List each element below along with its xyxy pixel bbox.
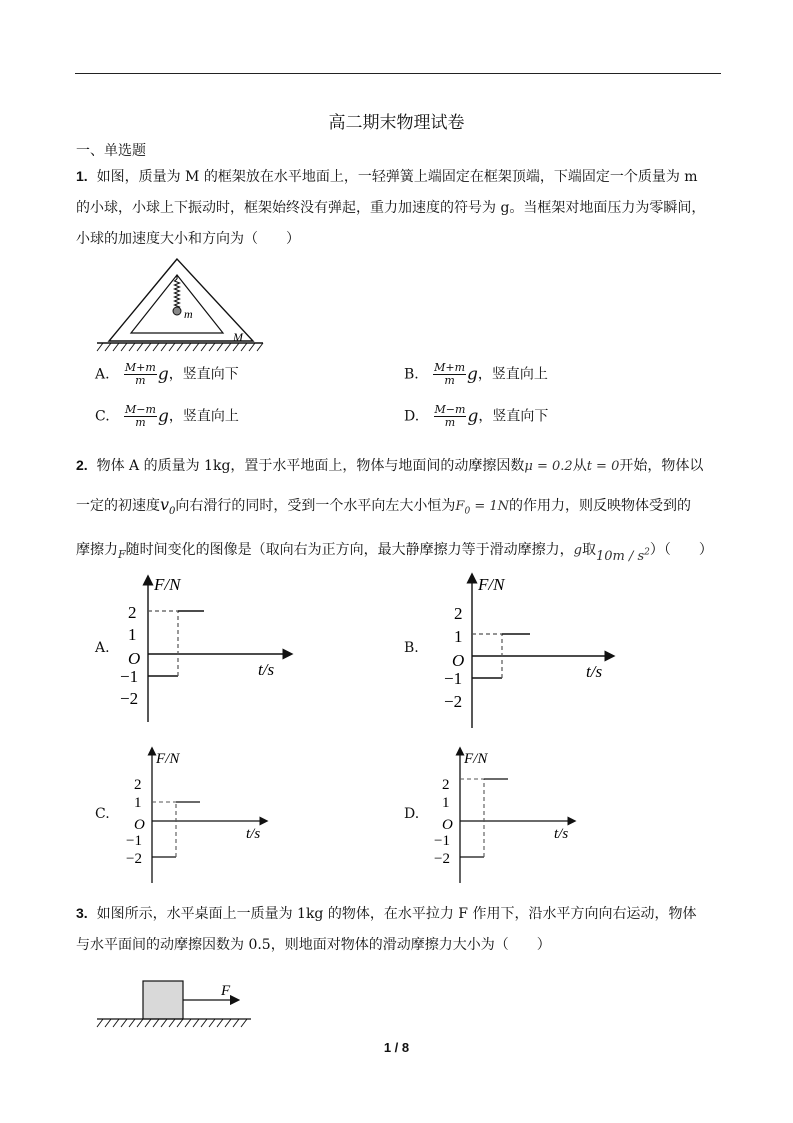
question-number: 3. [76,905,88,921]
q1-option-d[interactable] [404,404,548,429]
header-rule [75,73,721,74]
q3-figure [95,975,255,1035]
tick-label: 2 [128,603,137,622]
q2-option-c-letter[interactable]: C. [95,806,110,822]
tick-label: −1 [444,669,463,688]
y-axis-label: F/N [478,575,505,594]
question-text-line: 如图所示，水平桌面上一质量为 1kg 的物体，在水平拉力 F 作用下，沿水平方向向右运动，物体 [96,906,697,922]
question-text: 向右滑行的同时，受到一个水平向左大小恒为 [175,498,456,514]
tick-label: 1 [134,795,142,811]
question-text: ）（ ） [649,542,713,559]
F-math: F [118,548,126,562]
question-text-line: 的小球，小球上下振动时，框架始终没有弹起，重力加速度的符号为 g。当框架对地面压力为零瞬间， [76,200,706,216]
question-text: 物体 A 的质量为 1kg，置于水平地面上，物体与地面间的动摩擦因数 [96,458,525,474]
fraction: $\frac{M+m}{m}$ [434,361,466,387]
option-letter: B. [404,366,419,383]
question-text-line: 与水平面间的动摩擦因数为 0.5，则地面对物体的滑动摩擦力大小为（ ） [76,937,551,953]
q2-graph-b [438,570,618,730]
x-axis-label: t/s [586,662,603,681]
fraction: $\frac{M-m}{m}$ [125,403,156,429]
x-axis-label: t/s [258,660,275,679]
g-symbol: g [157,364,169,385]
tick-label: 2 [442,777,450,793]
q2-option-d-letter[interactable]: D. [404,806,420,822]
section-heading: 一、单选题 [76,143,146,159]
q2-option-a-letter[interactable]: A. [95,640,110,656]
tick-label: 1 [128,625,137,644]
q1-figure [95,255,265,355]
g-math: g [573,543,582,559]
frame-label: M [233,330,243,344]
tick-label: 2 [134,777,142,793]
option-letter: C. [95,408,110,425]
ground-hatch [97,343,263,351]
origin-label: O [452,651,465,670]
tick-label: 1 [454,627,463,646]
x-axis-label: t/s [246,826,261,842]
option-letter: D. [404,408,420,425]
question-1-text [76,161,736,255]
g-value-math: $10m / s^2$ [595,547,650,565]
tick-label: −2 [120,689,139,708]
question-number: 1. [76,168,88,184]
g-symbol: g [467,406,479,427]
q1-option-c[interactable] [95,404,239,429]
option-text: ，竖直向下 [478,408,549,425]
option-letter: A. [95,366,110,383]
tick-label: −2 [126,851,142,867]
g-symbol: g [467,364,478,385]
y-axis-label: F/N [156,751,180,767]
question-2-text [76,446,746,576]
question-3-text [76,898,736,961]
option-text: ，竖直向上 [477,366,548,383]
q2-option-b-letter[interactable]: B. [404,640,419,656]
g-symbol: g [157,406,169,427]
page-number: 1 / 8 [383,1040,410,1055]
block-icon [143,981,183,1019]
t0-math: t = 0 [586,459,620,474]
q1-option-a[interactable] [95,362,239,387]
ground-hatch [97,1019,247,1027]
q2-graph-a [114,570,294,725]
origin-label: O [134,817,145,833]
origin-label: O [128,649,141,668]
question-text-line: 如图，质量为 M 的框架放在水平地面上，一轻弹簧上端固定在框架顶端，下端固定一个质量为 m [96,169,698,185]
question-text: 摩擦力 [76,542,118,559]
tick-label: −1 [434,833,450,849]
page-title: 高二期末物理试卷 [328,113,465,133]
question-text: 取 [581,542,596,559]
fraction: $\frac{M-m}{m}$ [434,403,466,429]
tick-label: −2 [434,851,450,867]
question-text: 随时间变化的图像是（取向右为正方向，最大静摩擦力等于滑动摩擦力， [125,542,574,559]
tick-label: 2 [454,604,463,623]
q2-graph-d [428,745,588,885]
question-text: 开始，物体以 [619,458,704,474]
force-label: F [221,983,231,999]
question-text: 的作用力，则反映物体受到的 [509,498,691,514]
tick-label: −1 [126,833,142,849]
v0-math: $v_0$ [160,495,176,518]
option-text: ，竖直向下 [168,366,239,383]
q2-graph-c [120,745,280,885]
tick-label: 1 [442,795,450,811]
q1-option-b[interactable] [404,362,548,387]
question-text: 从 [572,458,587,474]
spring-icon [175,279,180,309]
x-axis-label: t/s [554,826,569,842]
fraction: $\frac{M+m}{m}$ [124,361,156,387]
question-text: 一定的初速度 [76,498,160,514]
mu-math: μ = 0.2 [524,459,573,474]
question-text-line: 小球的加速度大小和方向为（ ） [76,231,300,247]
ball-icon [173,307,181,315]
tick-label: −2 [444,692,463,711]
tick-label: −1 [120,667,139,686]
y-axis-label: F/N [154,575,181,594]
question-number: 2. [76,457,88,473]
origin-label: O [442,817,453,833]
option-text: ，竖直向上 [168,408,239,425]
ball-label: m [184,307,193,321]
F0-math: $F_0 = 1N$ [455,499,509,517]
y-axis-label: F/N [464,751,488,767]
